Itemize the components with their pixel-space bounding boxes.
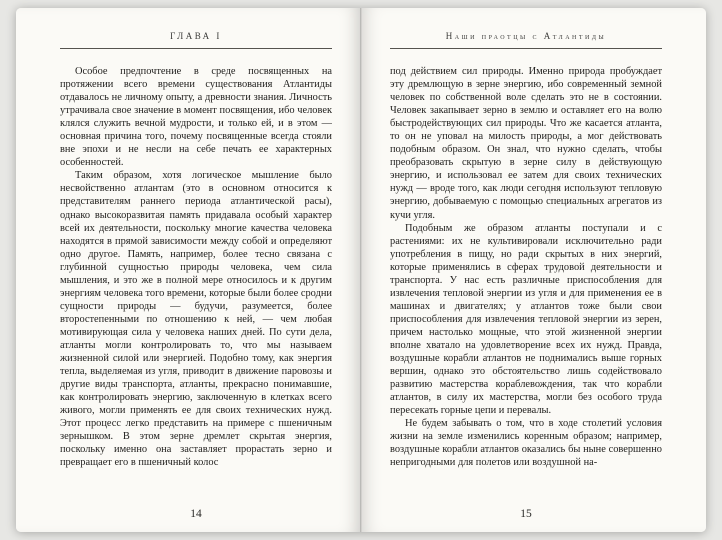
paragraph: Особое предпочтение в среде посвященных на протяжении всего времени существования Атлантиды отдавалось не личному опыту, а древности знания. Личность утрачивала свое значение в момент посвящения, ибо человек клялся служить вечной мудрости, и только ей, и в этом — основная причина того, почему посвященные всегда стояли вне эпохи и не несли на себе печать ее характерных особенностей. [60,66,332,169]
header-rule-left [60,48,332,49]
page-number-left: 14 [190,508,202,520]
page-right-content [390,8,662,532]
header-rule-right [390,48,662,49]
running-header-right [390,8,662,49]
paragraph: Не будем забывать о том, что в ходе столетий условия жизни на земле изменились коренным образом; например, воздушные корабли атлантов оказались бы ныне совершенно непригодными для полетов или воздушной на- [390,418,662,469]
page-left-content [60,8,332,532]
page-text-left [60,65,332,501]
paragraph: под действием сил природы. Именно природа пробуждает эту дремлющую в зерне энергию, ибо современный земной человек по собственной воле сделать это не в состоянии. Человек закапывает зерно в землю и оставляет его на волю быстродействующих сил природы. Что же касается атланта, то он не уповал на милость природы, а мог действовать подобным образом. Он знал, что нужно сделать, чтобы преобразовать скрытую в зерне силу в действующую энергию, и использовал ее затем для своих технических нужд — вроде того, как люди сегодня используют тепловую энергию, добываемую с помощью специальных агрегатов из кучи угля. [390,66,662,221]
page-text-right [390,65,662,501]
running-header-left [60,8,332,49]
paragraph: Таким образом, хотя логическое мышление было несвойственно атлантам (это в основном относится к представителям раннего периода атлантической расы), однако высокоразвитая память придавала особый характер всей их деятельности, поскольку многие качества человека находятся в прямой зависимости между собой и определяют одно другое. Память, например, более тесно связана с глубинной сущностью природы человека, чем сила мышления, и это же в полной мере относилось и к другим энергиям человека того времени, которые были более сродни сущности природы — будучи, разумеется, более второстепенными по отношению к ней, — чем любая мотивирующая сила у человека наших дней. По сути дела, атланты могли контролировать то, что мы называем жизненной силой или энергией. Подобно тому, как энергия тепла, выделяемая из угля, приводит в движение паровозы и другие виды транспорта, атланты, прекрасно понимавшие, как контролировать энергию, заключенную в клетках всего живого, могли применять ее для своих технических нужд. Этот процесс легко представить на примере с пшеничным зернышком. В этом зерне дремлет скрытая энергия, поскольку именно она заставляет прорастать зерно и превращает его в пшеничный колос [60,170,332,469]
page-left [16,8,360,532]
section-title: Наши праотцы с Атлантиды [445,31,607,41]
paragraph: Подобным же образом атланты поступали и с растениями: их не культивировали исключительно ради употребления в пищу, но ради скрытых в них энергий, которые применялись в сферах трудовой деятельности и транспорта. У нас есть различные приспособления для извлечения тепловой энергии из угля и для применения ее в машинах и двигателях; у атлантов тоже были свои приспособления для извлечения тепловой энергии из зерен, причем настолько мощные, что этой жизненной энергии вполне хватало на удовлетворение всех их нужд. Правда, воздушные корабли атлантов не поднимались выше горных вершин, однако это обстоятельство лишь содействовало развитию мастерства кораблевождения, так что корабли атлантов, в силу их мастерства, могли без особого труда пересекать горные цепи и перевалы. [390,222,662,417]
page-number-right: 15 [520,508,532,520]
book-spread [16,8,706,532]
chapter-title: ГЛАВА I [170,31,222,41]
page-right [362,8,706,532]
